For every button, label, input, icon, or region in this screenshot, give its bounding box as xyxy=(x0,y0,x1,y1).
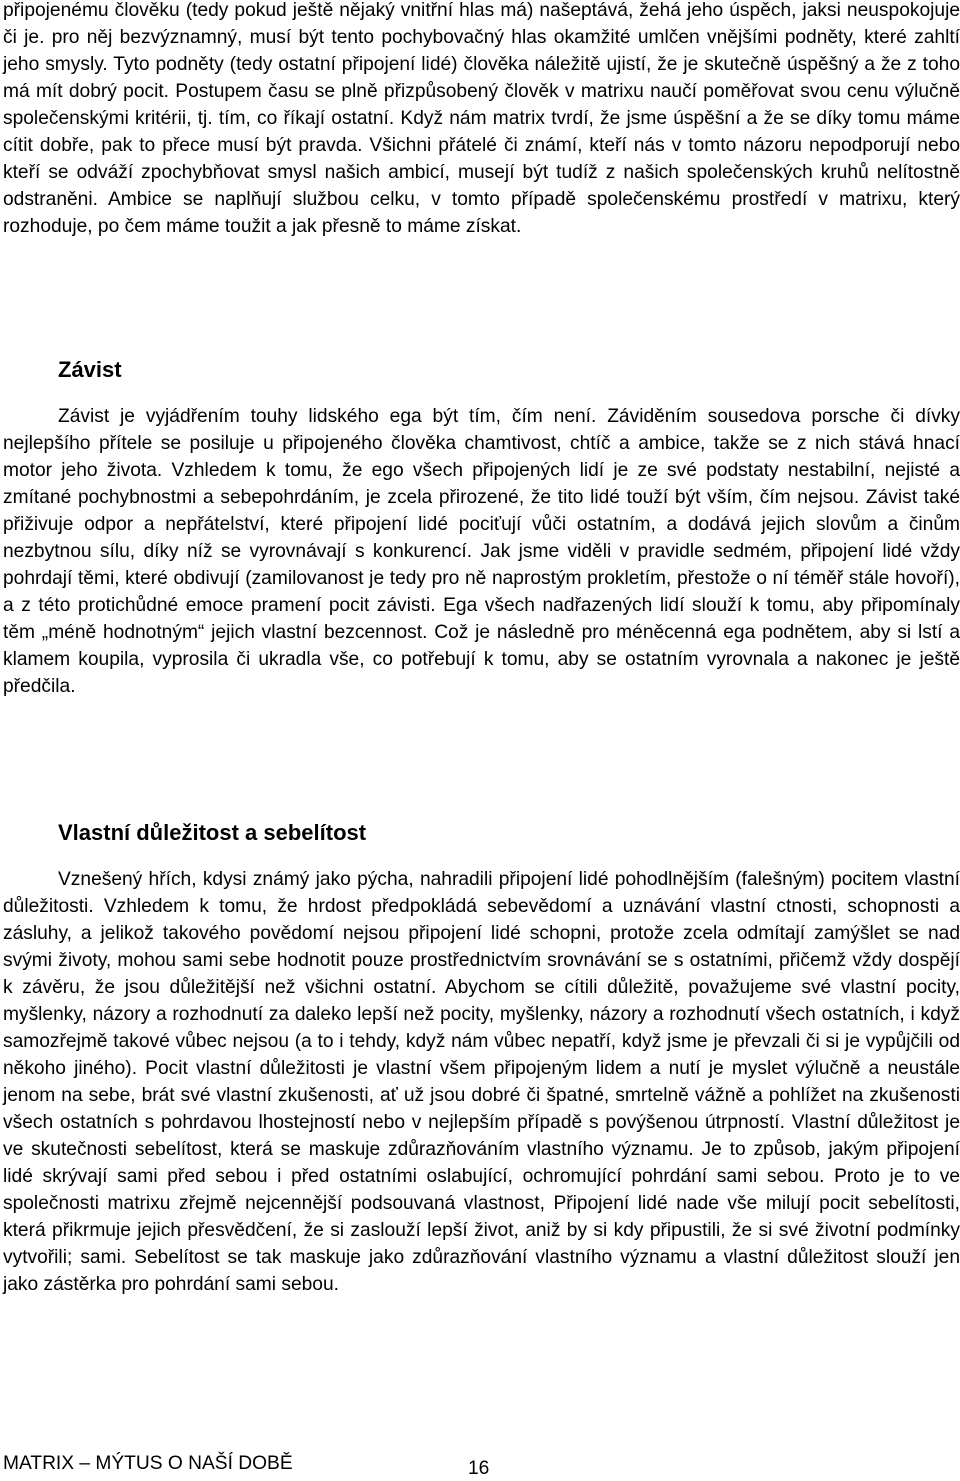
footer-title: MATRIX – MÝTUS O NAŠÍ DOBĚ xyxy=(3,1453,293,1474)
heading-dulezitost: Vlastní důležitost a sebelítost xyxy=(58,820,367,845)
paragraph-intro: připojenému člověku (tedy pokud ještě nějaký vnitřní hlas má) našeptává, žehá jeho úspěch, jaksi neuspokojuje či je. pro něj bezvýznamný, musí být tento pochybovačný hlas okamžité umlčen vnějšími podněty, které zahltí jeho smysly. Tyto podněty (tedy ostatní připojení lidé) člověka náležitě ujistí, že je skutečně úspěšný a že z toho má mít dobrý pocit. Postupem času se plně přizpůsobený člověk v matrixu naučí poměřovat svou cenu výlučně společenskými kritérii, tj. tím, co říkají ostatní. Když nám matrix tvrdí, že jsme úspěšní a že se díky tomu máme cítit dobře, pak to přece musí být pravda. Všichni přátelé či známí, kteří nás v tomto názoru nepodporují nebo kteří se odváží zpochybňovat smysl našich ambicí, musejí být tudíž z našich společenských kruhů nelítostně odstraněni. Ambice se naplňují službou celku, v tomto případě společenskému prostředí v matrixu, který rozhoduje, po čem máme toužit a jak přesně to máme získat. xyxy=(3,0,960,237)
page-number: 16 xyxy=(468,1458,490,1479)
paragraph-zavist: Závist je vyjádřením touhy lidského ega být tím, čím není. Záviděním sousedova porsche či dívky nejlepšího přítele se posiluje u připojeného člověka chamtivost, chtíč a ambice, takže se z nich stává hnací motor jeho života. Vzhledem k tomu, že ego všech připojených lidí je ze své podstaty nestabilní, nejisté a zmítané pochybnostmi a sebepohrdáním, je zcela přirozené, že tito lidé touží být vším, čím nejsou. Závist také přiživuje odpor a nepřátelství, které připojení lidé pociťují vůči ostatním, a dodává jejich slovům a činům nezbytnou sílu, díky níž se vyrovnávají s konkurencí. Jak jsme viděli v pravidle sedmém, připojení lidé vždy pohrdají těmi, které obdivují (zamilovanost je tedy pro ně naprostým prokletím, přestože o ní téměř stále hovoří), a z této protichůdné emoce pramení pocit závisti. Ega všech nadřazených lidí slouží k tomu, aby připomínaly těm „méně hodnotným“ jejich vlastní bezcennost. Což je následně pro méněcenná ega podnětem, aby si lstí a klamem koupila, vyprosila či ukradla vše, co potřebují k tomu, aby se ostatním vyrovnala a nakonec je ještě předčila. xyxy=(3,406,960,697)
heading-zavist: Závist xyxy=(58,357,122,382)
paragraph-dulezitost: Vznešený hřích, kdysi známý jako pýcha, nahradili připojení lidé pohodlnějším (falešným) pocitem vlastní důležitosti. Vzhledem k tomu, že hrdost předpokládá sebevědomí a uznávání vlastní ctnosti, schopnosti a zásluhy, a jelikož takového povědomí nejsou připojení lidé schopni, protože zcela odmítají zamýšlet se nad svými životy, mohou sami sebe hodnotit pouze prostřednictvím srovnávání se s ostatními, přičemž vždy dospějí k závěru, že jsou důležitější než všichni ostatní. Abychom se cítili důležitě, považujeme své vlastní pocity, myšlenky, názory a rozhodnutí za daleko lepší než pocity, myšlenky, názory a rozhodnutí všech ostatních, i když samozřejmě takové vůbec nejsou (a to i tehdy, když nám vůbec nepatří, když jsme je převzali či si je vypůjčili od někoho jiného). Pocit vlastní důležitosti je vlastní všem připojeným lidem a nutí je myslet výlučně a neustále jenom na sebe, brát své vlastní zkušenosti, ať už jsou dobré či špatné, smrtelně vážně a pohlížet na zkušenosti všech ostatních s pohrdavou lhostejností nebo v nejlepším případě s povýšenou útrpností. Vlastní důležitost je ve skutečnosti sebelítost, která se maskuje zdůrazňováním vlastního významu. Je to způsob, jakým připojení lidé skrývají sami před sebou i před ostatními oslabující, ochromující pohrdání sami sebou. Proto je to ve společnosti matrixu zřejmě nejcennější podsouvaná vlastnost, Připojení lidé nade vše milují pocit sebelítosti, která přikrmuje jejich přesvědčení, že si zaslouží lepší život, aniž by si kdy připustili, že si své životní podmínky vytvořili; sami. Sebelítost se tak maskuje jako zdůrazňování vlastního významu a vlastní důležitost slouží jen jako zástěrka pro pohrdání sami sebou. xyxy=(3,869,960,1295)
